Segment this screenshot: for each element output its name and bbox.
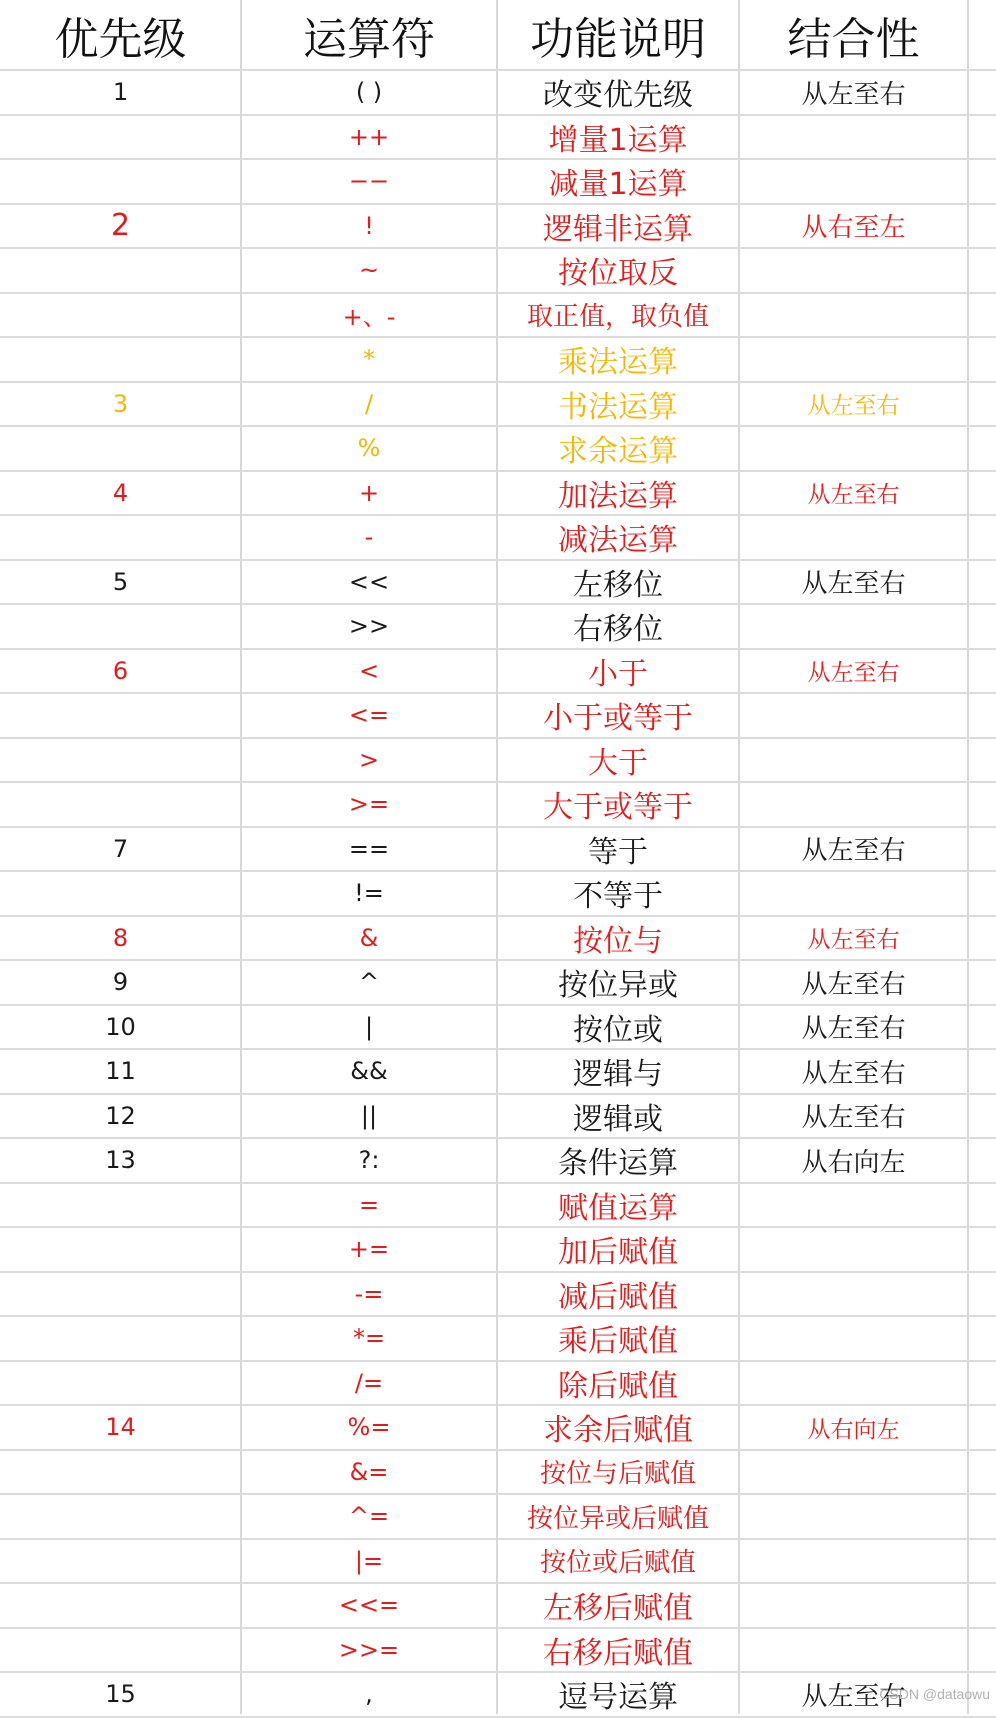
cell-operator: | xyxy=(364,1012,374,1041)
cell-priority xyxy=(0,1227,241,1272)
cell-associativity: 从左至右 xyxy=(807,393,900,420)
cell-associativity xyxy=(739,159,968,204)
cell-priority xyxy=(0,293,241,338)
cell-priority: 9 xyxy=(112,968,129,997)
cell-description: 减量1运算 xyxy=(548,167,688,203)
cell-priority xyxy=(0,1316,241,1361)
cell-associativity: 从左至右 xyxy=(807,482,900,509)
cell-operator: = xyxy=(358,1190,380,1219)
cell-associativity xyxy=(739,1272,968,1317)
cell-operator: +、- xyxy=(342,303,396,332)
cell-description: 按位取反 xyxy=(558,256,678,292)
cell-priority xyxy=(0,1450,241,1495)
cell-operator: >= xyxy=(348,790,390,819)
cell-description: 取正值，取负值 xyxy=(526,302,709,333)
cell-description: 按位与后赋值 xyxy=(539,1459,696,1490)
cell-description: 大于或等于 xyxy=(543,790,693,826)
cell-description: 按位与 xyxy=(573,923,663,959)
cell-operator: ! xyxy=(364,211,374,240)
cell-operator: += xyxy=(348,1235,390,1264)
cell-description: 逗号运算 xyxy=(558,1680,678,1716)
cell-priority xyxy=(0,871,241,916)
header-operator: 运算符 xyxy=(303,14,435,65)
cell-associativity: 从左至右 xyxy=(801,79,906,110)
cell-operator: ~ xyxy=(358,256,380,285)
cell-associativity xyxy=(739,1361,968,1406)
cell-operator: ++ xyxy=(348,122,390,151)
cell-operator: <= xyxy=(348,701,390,730)
cell-priority xyxy=(0,337,241,382)
cell-operator: || xyxy=(360,1101,378,1130)
cell-priority: 15 xyxy=(105,1680,136,1709)
cell-description: 逻辑非运算 xyxy=(543,211,693,247)
cell-priority: 13 xyxy=(105,1146,136,1175)
cell-operator: %= xyxy=(347,1413,391,1442)
cell-associativity xyxy=(739,426,968,471)
cell-priority: 3 xyxy=(112,389,129,418)
cell-priority xyxy=(0,1272,241,1317)
cell-description: 求余运算 xyxy=(558,434,678,470)
cell-description: 左移后赋值 xyxy=(543,1591,693,1627)
cell-operator: != xyxy=(354,879,384,908)
cell-description: 加法运算 xyxy=(558,478,678,514)
cell-operator: >> xyxy=(348,612,390,641)
cell-description: 左移位 xyxy=(573,567,663,603)
cell-associativity xyxy=(739,738,968,783)
cell-operator: - xyxy=(364,523,374,552)
cell-priority: 11 xyxy=(105,1057,136,1086)
cell-priority xyxy=(0,115,241,160)
cell-operator: -= xyxy=(354,1279,384,1308)
cell-priority: 14 xyxy=(105,1413,136,1442)
cell-description: 逻辑或 xyxy=(573,1101,663,1137)
cell-priority xyxy=(0,248,241,293)
cell-priority xyxy=(0,1583,241,1628)
cell-description: 乘后赋值 xyxy=(558,1324,678,1360)
cell-priority: 4 xyxy=(112,478,129,507)
cell-priority: 10 xyxy=(105,1012,136,1041)
cell-operator: << xyxy=(348,567,390,596)
cell-associativity: 从左至右 xyxy=(801,569,906,600)
cell-operator: /= xyxy=(354,1368,384,1397)
cell-operator: ( ) xyxy=(355,78,383,107)
header-priority: 优先级 xyxy=(54,14,187,65)
cell-associativity xyxy=(739,248,968,293)
cell-description: 减法运算 xyxy=(558,523,678,559)
cell-priority xyxy=(0,738,241,783)
cell-description: 按位异或后赋值 xyxy=(526,1503,709,1534)
cell-priority xyxy=(0,604,241,649)
cell-priority xyxy=(0,1494,241,1539)
cell-operator: &= xyxy=(349,1457,389,1486)
cell-description: 按位异或 xyxy=(558,968,678,1004)
cell-description: 大于 xyxy=(588,745,648,781)
cell-associativity xyxy=(739,115,968,160)
cell-operator: *= xyxy=(352,1324,386,1353)
cell-associativity: 从左至右 xyxy=(801,1014,906,1045)
cell-operator: * xyxy=(363,345,375,374)
cell-description: 等于 xyxy=(588,834,648,870)
cell-description: 按位或 xyxy=(573,1012,663,1048)
cell-description: 右移后赋值 xyxy=(543,1635,693,1671)
cell-associativity: 从左至右 xyxy=(807,660,900,687)
cell-priority xyxy=(0,1628,241,1673)
cell-priority xyxy=(0,159,241,204)
cell-operator: % xyxy=(357,434,381,463)
cell-description: 书法运算 xyxy=(558,389,678,425)
cell-description: 条件运算 xyxy=(558,1146,678,1182)
cell-associativity xyxy=(739,604,968,649)
cell-associativity: 从左至右 xyxy=(801,1681,906,1712)
cell-priority: 6 xyxy=(112,656,129,685)
cell-description: 赋值运算 xyxy=(558,1190,678,1226)
cell-description: 逻辑与 xyxy=(573,1057,663,1093)
cell-priority xyxy=(0,782,241,827)
cell-operator: ^ xyxy=(358,968,380,997)
cell-associativity xyxy=(739,1227,968,1272)
cell-priority xyxy=(0,515,241,560)
cell-priority xyxy=(0,693,241,738)
cell-operator: <<= xyxy=(338,1591,400,1620)
cell-associativity: 从左至右 xyxy=(801,969,906,1000)
cell-associativity xyxy=(739,515,968,560)
cell-description: 不等于 xyxy=(573,879,663,915)
cell-description: 乘法运算 xyxy=(558,345,678,381)
cell-operator: && xyxy=(350,1057,388,1086)
cell-associativity xyxy=(739,871,968,916)
cell-priority xyxy=(0,1183,241,1228)
cell-description: 加后赋值 xyxy=(558,1235,678,1271)
cell-operator: + xyxy=(358,478,380,507)
cell-associativity xyxy=(739,293,968,338)
cell-associativity: 从左至右 xyxy=(807,927,900,954)
cell-priority: 1 xyxy=(112,78,129,107)
cell-operator: |= xyxy=(354,1546,384,1575)
header-description: 功能说明 xyxy=(530,14,706,65)
cell-associativity xyxy=(739,337,968,382)
cell-priority: 12 xyxy=(105,1101,136,1130)
cell-operator: > xyxy=(358,745,380,774)
cell-associativity: 从右向左 xyxy=(807,1416,900,1443)
cell-associativity xyxy=(739,693,968,738)
cell-operator: −− xyxy=(348,167,390,196)
cell-priority xyxy=(0,1539,241,1584)
cell-priority: 2 xyxy=(110,208,131,244)
cell-operator: / xyxy=(364,389,374,418)
cell-associativity xyxy=(739,1316,968,1361)
cell-priority: 5 xyxy=(112,567,129,596)
cell-priority xyxy=(0,426,241,471)
cell-associativity: 从左至右 xyxy=(801,1103,906,1134)
cell-operator: < xyxy=(358,656,380,685)
cell-associativity xyxy=(739,1583,968,1628)
cell-associativity: 从右向左 xyxy=(801,1147,906,1178)
cell-associativity xyxy=(739,782,968,827)
cell-description: 右移位 xyxy=(573,612,663,648)
cell-description: 改变优先级 xyxy=(543,78,693,114)
cell-operator: , xyxy=(365,1680,373,1709)
cell-priority: 7 xyxy=(112,834,129,863)
cell-associativity xyxy=(739,1628,968,1673)
cell-associativity: 从右至左 xyxy=(801,213,906,244)
cell-operator: & xyxy=(359,923,379,952)
cell-operator: ^= xyxy=(348,1502,390,1531)
cell-associativity xyxy=(739,1183,968,1228)
cell-priority xyxy=(0,1361,241,1406)
cell-description: 按位或后赋值 xyxy=(539,1548,696,1579)
cell-description: 小于 xyxy=(588,656,648,692)
cell-description: 增量1运算 xyxy=(548,122,688,158)
cell-description: 求余后赋值 xyxy=(543,1413,693,1449)
watermark: CSDN @dataowu xyxy=(879,1686,990,1702)
cell-associativity xyxy=(739,1450,968,1495)
cell-description: 小于或等于 xyxy=(543,701,693,737)
cell-operator: == xyxy=(348,834,390,863)
header-associativity: 结合性 xyxy=(787,14,920,65)
cell-description: 减后赋值 xyxy=(558,1279,678,1315)
cell-associativity xyxy=(739,1539,968,1584)
cell-operator: ?: xyxy=(358,1146,380,1175)
cell-associativity: 从左至右 xyxy=(801,836,906,867)
cell-description: 除后赋值 xyxy=(558,1368,678,1404)
cell-associativity xyxy=(739,1494,968,1539)
cell-operator: >>= xyxy=(338,1635,400,1664)
cell-associativity: 从左至右 xyxy=(801,1058,906,1089)
cell-priority: 8 xyxy=(112,923,129,952)
